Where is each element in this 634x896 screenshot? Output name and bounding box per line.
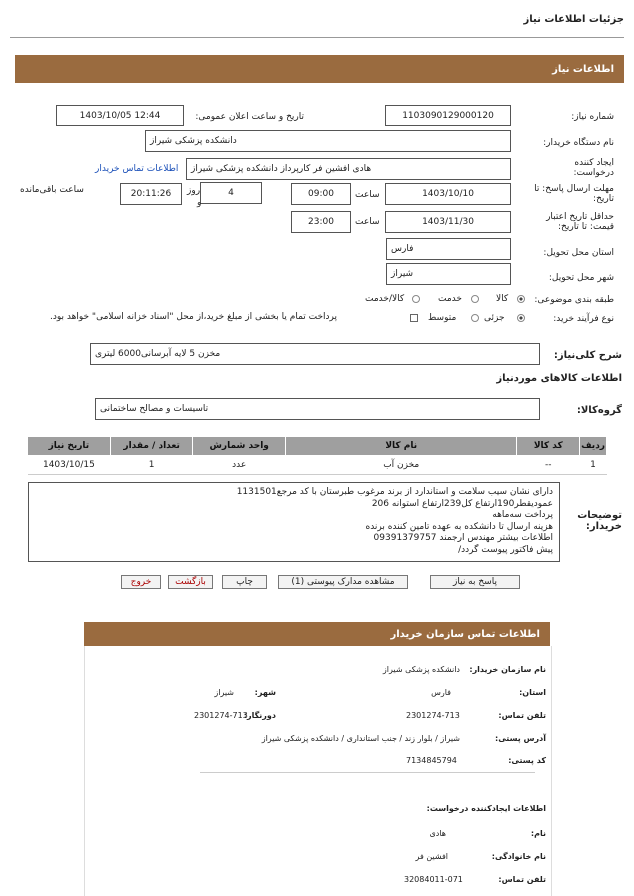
creator-name-value: هادی [429, 829, 446, 838]
deadline-label: مهلت ارسال پاسخ: تا تاریخ: [534, 184, 614, 204]
announce-field: 1403/10/05 12:44 [56, 105, 184, 126]
section-header [15, 55, 624, 83]
group-label: گروه‌کالا: [576, 405, 622, 416]
proc-medium-label: متوسط [428, 313, 457, 323]
summary-field: مخزن 5 لایه آبرسانی6000 لیتری [90, 343, 540, 365]
description-line: اطلاعات بیشتر مهندس ارجمند 09391379757 [373, 533, 553, 543]
contact-header [84, 622, 550, 646]
goods-table-wrap [27, 436, 607, 475]
contact-city-label: شهر: [254, 688, 276, 697]
category-label: طبقه بندی موضوعی: [534, 295, 614, 305]
proc-medium-radio[interactable] [471, 314, 479, 322]
contact-province-value: فارس [431, 688, 451, 697]
creator-phone-label: تلفن تماس: [498, 875, 546, 884]
contact-city-value: شیراز [214, 688, 234, 697]
cat-goods-radio[interactable] [517, 295, 525, 303]
days-field: 4 [200, 182, 262, 204]
deadline-time-label: ساعت [355, 190, 380, 200]
table-header-row [28, 437, 607, 456]
validity-time-label: ساعت [355, 217, 380, 227]
attachments-button[interactable]: مشاهده مدارک پیوستی (1) [278, 575, 408, 589]
col-date: تاریخ نیاز [28, 437, 111, 456]
remaining-time-field: 20:11:26 [120, 183, 182, 205]
cat-goods-service-label: کالا/خدمت [365, 294, 405, 304]
cell-code: -- [517, 456, 580, 475]
cat-goods-label: کالا [496, 294, 509, 304]
contact-phone-value: 2301274-713 [406, 711, 460, 720]
creator-name-label: نام: [530, 829, 546, 838]
cell-date: 1403/10/15 [28, 456, 111, 475]
need-number-field: 1103090129000120 [385, 105, 511, 126]
group-field: تاسیسات و مصالح ساختمانی [95, 398, 540, 420]
back-button[interactable]: بازگشت [168, 575, 213, 589]
contact-panel [84, 646, 552, 896]
city-label: شهر محل تحویل: [548, 273, 614, 283]
creator-field: هادی افشین فر کارپرداز دانشکده پزشکی شیراز [186, 158, 511, 180]
org-value: دانشکده پزشکی شیراز [382, 665, 460, 674]
creator-family-value: افشین فر [415, 852, 448, 861]
need-number-label: شماره نیاز: [571, 112, 614, 122]
deadline-time-field: 09:00 [291, 183, 351, 205]
cell-row: 1 [580, 456, 607, 475]
goods-table [27, 436, 607, 475]
description-box [28, 482, 560, 562]
days-label: روز [187, 186, 201, 196]
validity-time-field: 23:00 [291, 211, 351, 233]
validity-date-field: 1403/11/30 [385, 211, 511, 233]
and-label: و [197, 198, 202, 208]
description-line: پرداخت سه‌ماهه [492, 510, 553, 520]
description-line: عمودیقطر190ارتفاع ‌کل239ارتفاع استوانه 206 [371, 498, 553, 509]
table-row [28, 456, 607, 475]
creator-info-title: اطلاعات ایجادکننده درخواست: [426, 804, 546, 813]
deadline-date-field: 1403/10/10 [385, 183, 511, 205]
description-label: توضیحات خریدار: [577, 510, 622, 532]
buyer-field: دانشکده پزشکی شیراز [145, 130, 511, 152]
treasury-note: پرداخت تمام یا بخشی از مبلغ خرید،از محل "اسناد خزانه اسلامی" خواهد بود. [50, 312, 338, 322]
description-line: پیش فاکتور پیوست گردد/ [458, 544, 553, 555]
contact-phone-label: تلفن تماس: [498, 711, 546, 720]
province-field: فارس [386, 238, 511, 260]
creator-label: ایجاد کننده درخواست: [573, 158, 614, 178]
goods-info-title: اطلاعات کالاهای موردنیاز [496, 373, 622, 384]
contact-fax-label: دورنگار: [243, 711, 276, 720]
treasury-checkbox[interactable] [410, 314, 418, 322]
proc-partial-label: جزئی [484, 313, 505, 323]
city-field: شیراز [386, 263, 511, 285]
cell-qty: 1 [110, 456, 193, 475]
col-code: کد کالا [517, 437, 580, 456]
col-row: ردیف [580, 437, 607, 456]
validity-label: حداقل تاریخ اعتبار قیمت: تا تاریخ: [546, 212, 614, 232]
cell-unit: عدد [193, 456, 286, 475]
section-title: اطلاعات نیاز [552, 63, 614, 75]
print-button[interactable]: چاپ [222, 575, 267, 589]
contact-divider [200, 772, 535, 773]
contact-postal-label: کد پستی: [508, 756, 546, 765]
remaining-label: ساعت باقی‌مانده [20, 185, 84, 195]
contact-address-label: آدرس پستی: [495, 734, 546, 743]
buyer-label: نام دستگاه خریدار: [543, 138, 614, 148]
contact-fax-value: 2301274-713 [194, 711, 248, 720]
creator-phone-value: 32084011-071 [404, 875, 463, 884]
col-unit: واحد شمارش [193, 437, 286, 456]
cell-name: مخزن آب [286, 456, 517, 475]
creator-family-label: نام خانوادگی: [491, 852, 546, 861]
divider [10, 37, 624, 38]
cat-service-radio[interactable] [471, 295, 479, 303]
description-line: دارای نشان سیب سلامت و استاندارد از برند مرغوب طبرستان با کد مرجع1131501 [236, 487, 553, 497]
proc-partial-radio[interactable] [517, 314, 525, 322]
contact-address-value: شیراز / بلوار زند / جنب استانداری / دانشکده پزشکی شیراز [261, 734, 460, 743]
org-label: نام سازمان خریدار: [469, 665, 546, 674]
description-line: هزینه ارسال تا دانشکده به عهده تامین کننده برنده [365, 521, 553, 532]
page-title: جزئیات اطلاعات نیاز [523, 14, 624, 25]
cat-goods-service-radio[interactable] [412, 295, 420, 303]
process-label: نوع فرآیند خرید: [553, 314, 614, 324]
contact-title: اطلاعات تماس سازمان خریدار [390, 628, 540, 640]
reply-button[interactable]: پاسخ به نیاز [430, 575, 520, 589]
announce-label: تاریخ و ساعت اعلان عمومی: [195, 112, 304, 122]
cat-service-label: خدمت [438, 294, 462, 304]
exit-button[interactable]: خروج [121, 575, 161, 589]
summary-label: شرح کلی‌نیاز: [553, 350, 622, 361]
province-label: استان محل تحویل: [543, 248, 614, 258]
contact-province-label: استان: [519, 688, 546, 697]
contact-postal-value: 7134845794 [406, 756, 457, 765]
buyer-contact-link[interactable]: اطلاعات تماس خریدار [95, 164, 179, 174]
col-name: نام کالا [286, 437, 517, 456]
col-qty: تعداد / مقدار [110, 437, 193, 456]
